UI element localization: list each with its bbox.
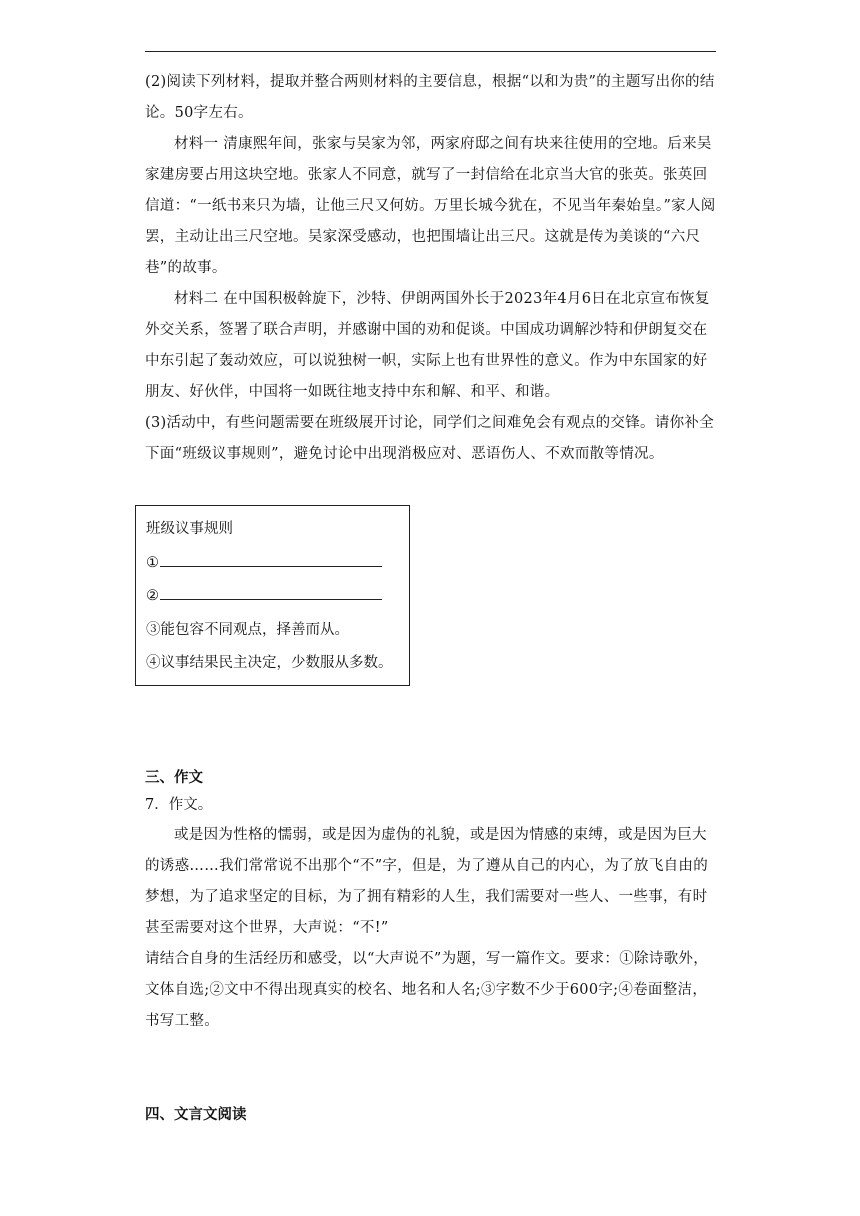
question-2-prompt: (2)阅读下列材料，提取并整合两则材料的主要信息，根据“以和为贵”的主题写出你的结论。50字左右。	[145, 74, 715, 121]
rule-item-3: ③能包容不同观点，择善而从。	[146, 622, 349, 638]
material-2: 材料二 在中国积极斡旋下，沙特、伊朗两国外长于2023年4月6日在北京宣布恢复外交关系，签署了联合声明，并感谢中国的劝和促谈。中国成功调解沙特和伊朗复交在中东引起了轰动效应，可以说独树一帜，实际上也有世界性的意义。作为中东国家的好朋友、好伙伴，中国将一如既往地支持中东和解、和平、和谐。	[145, 291, 710, 400]
rule-item-2-number: ②	[146, 588, 159, 604]
rule-item-1-number: ①	[146, 555, 159, 571]
rule-item-4: ④议事结果民主决定，少数服从多数。	[146, 655, 393, 671]
rule-item-1	[146, 552, 382, 574]
composition-requirement: 请结合自身的生活经历和感受，以“大声说不”为题，写一篇作文。要求：①除诗歌外，文体自选;②文中不得出现真实的校名、地名和人名;③字数不少于600字;④卷面整洁，书写工整。	[145, 951, 709, 1029]
rule-item-2-blank[interactable]	[160, 585, 382, 600]
composition-block	[145, 820, 717, 1037]
header-rule	[145, 51, 716, 52]
material-1: 材料一 清康熙年间，张家与吴家为邻，两家府邸之间有块来往使用的空地。后来吴家建房要占用这块空地。张家人不同意，就写了一封信给在北京当大官的张英。张英回信道：“一纸书来只为墙，让他三尺又何妨。万里长城今犹在，不见当年秦始皇。”家人阅罢，主动让出三尺空地。吴家深受感动，也把围墙让出三尺。这就是传为美谈的“六尺巷”的故事。	[145, 136, 716, 276]
rule-item-2	[146, 585, 382, 607]
rule-item-1-blank[interactable]	[160, 552, 382, 567]
class-rules-box	[135, 505, 410, 686]
question-3-prompt: (3)活动中，有些问题需要在班级展开讨论，同学们之间难免会有观点的交锋。请你补全下面“班级议事规则”，避免讨论中出现消极应对、恶语伤人、不欢而散等情况。	[145, 415, 715, 462]
composition-passage: 或是因为性格的懦弱，或是因为虚伪的礼貌，或是因为情感的束缚，或是因为巨大的诱惑……我们常常说不出那个“不”字，但是，为了遵从自己的内心，为了放飞自由的梦想，为了追求坚定的目标，为了拥有精彩的人生，我们需要对一些人、一些事，有时甚至需要对这个世界，大声说：“不!”	[145, 827, 709, 936]
section-4-title: 四、文言文阅读	[145, 1107, 247, 1123]
question-2-block	[145, 67, 717, 470]
section-3-title: 三、作文	[145, 770, 203, 786]
question-7-label: 7．作文。	[145, 797, 213, 813]
rules-box-title: 班级议事规则	[146, 521, 233, 537]
